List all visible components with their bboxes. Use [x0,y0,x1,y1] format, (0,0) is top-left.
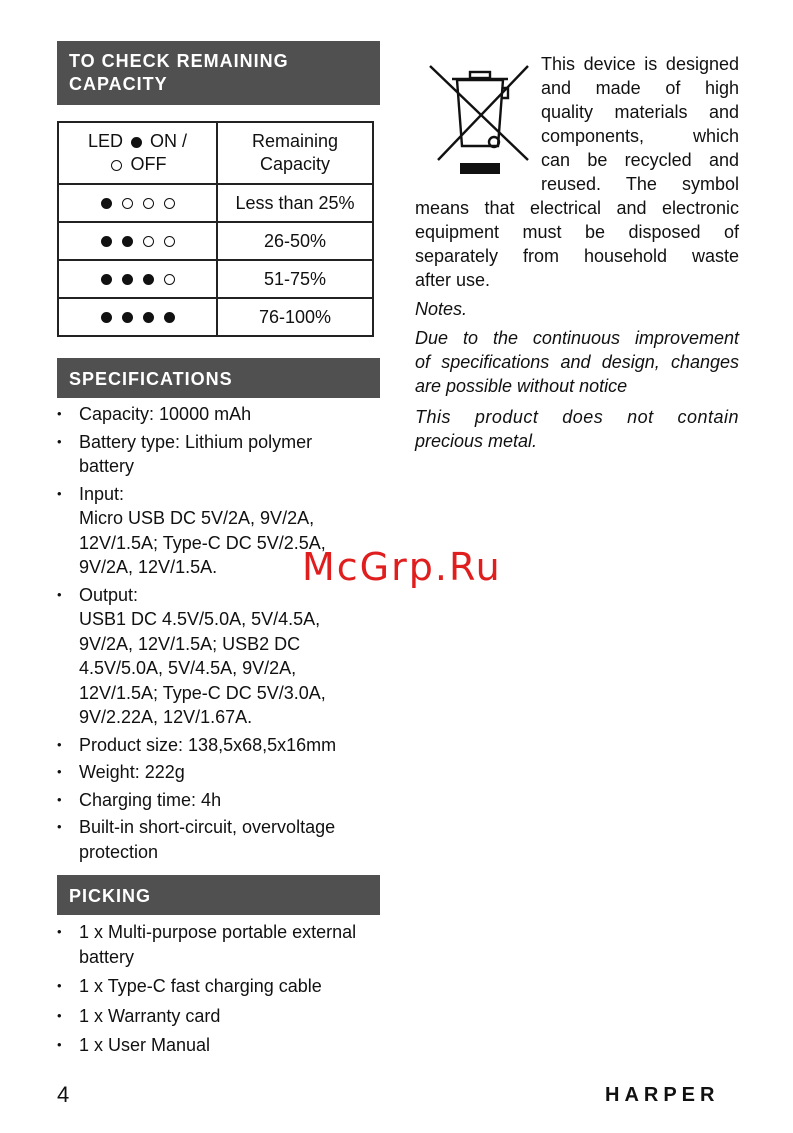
led-on-icon [122,312,133,323]
text-line: of specifications and design, changes [415,352,739,372]
led-indicator-cell [58,260,217,298]
text-line: quality materials and [541,102,739,122]
list-item-line: protection [79,841,159,862]
capacity-title-line2: CAPACITY [69,74,168,94]
capacity-section-header [57,41,380,105]
remaining-capacity-cell: 51-75% [217,260,373,298]
list-item-line: • Charging time: 4h [79,789,222,810]
list-item [57,920,387,969]
text-line: precious metal. [415,431,538,451]
list-item-line: • 1 x User Manual [79,1035,211,1055]
specifications-list [57,402,387,867]
recycling-text-top [541,52,739,196]
watermark: McGrp.Ru [302,545,502,589]
led-off-icon [111,160,122,171]
led-on-icon [101,274,112,285]
list-item [57,974,387,999]
remaining-capacity-cell: 26-50% [217,222,373,260]
led-on-icon [101,198,112,209]
list-item [57,1004,387,1029]
led-on-icon [101,312,112,323]
list-item-line: 12V/1.5A; Type-C DC 5V/2.5A, [79,532,326,553]
text-line: equipment must be disposed of [415,222,739,242]
led-on-icon [143,274,154,285]
list-item-line: 9V/2.22A, 12V/1.67A. [79,707,253,727]
led-indicator-cell [58,184,217,222]
led-on-icon [131,137,142,148]
text-line: This device is designed [541,54,739,74]
list-item-line: USB1 DC 4.5V/5.0A, 5V/4.5A, [79,609,321,629]
notes-title: Notes. [415,299,468,319]
led-header-cell [58,122,217,184]
capacity-table [57,121,374,337]
led-off-icon [122,198,133,209]
list-item-line: • 1 x Warranty card [79,1005,221,1026]
led-header-on: ON / [150,131,188,151]
list-item [57,788,387,813]
specifications-title: SPECIFICATIONS [69,369,233,389]
list-item [57,760,387,785]
crossed-out-wheelie-bin-icon [424,62,534,180]
list-item-line: • Capacity: 10000 mAh [79,404,252,424]
text-line: reused. The symbol [541,174,739,194]
led-on-icon [122,236,133,247]
recycling-text-bottom [415,196,739,292]
led-indicator-cell [58,298,217,336]
capacity-row [58,222,373,260]
led-header-off: OFF [130,154,167,174]
remaining-capacity-header-cell [217,122,373,184]
list-item [57,733,387,758]
list-item-line: battery [79,946,135,967]
list-item-line: 4.5V/5.0A, 5V/4.5A, 9V/2A, [79,658,297,678]
list-item-line: • 1 x Multi-purpose portable external [79,922,357,942]
list-item-line: • Weight: 222g [79,762,185,782]
led-off-icon [143,198,154,209]
list-item-line: 9V/2A, 12V/1.5A; USB2 DC [79,633,301,654]
capacity-row [58,298,373,336]
led-on-icon [143,312,154,323]
list-item [57,815,387,864]
text-line: and made of high [541,78,739,98]
text-line: after use. [415,270,491,290]
capacity-title-line1: TO CHECK REMAINING [69,51,289,71]
text-line: separately from household waste [415,246,739,266]
capacity-row [58,184,373,222]
picking-title: PICKING [69,886,152,906]
picking-list [57,920,387,1063]
list-item-line: 9V/2A, 12V/1.5A. [79,557,218,577]
picking-header [57,875,380,915]
led-off-icon [164,236,175,247]
precious-metal-note [415,405,739,453]
remaining-header-line2: Capacity [259,154,331,174]
led-indicator-cell [58,222,217,260]
text-line: components, which [541,126,739,146]
remaining-capacity-cell: Less than 25% [217,184,373,222]
led-off-icon [143,236,154,247]
list-item-line: • Built-in short-circuit, overvoltage [79,817,336,837]
list-item-line: battery [79,456,135,476]
text-line: means that electrical and electronic [415,198,739,218]
remaining-capacity-cell: 76-100% [217,298,373,336]
specifications-header [57,358,380,398]
list-item-line: 12V/1.5A; Type-C DC 5V/3.0A, [79,682,326,703]
notes-body [415,326,739,398]
text-line: Due to the continuous improvement [415,328,739,348]
list-item [57,430,387,479]
led-header-led: LED [87,131,123,151]
list-item-line: • 1 x Type-C fast charging cable [79,976,322,996]
list-item-line: • Battery type: Lithium polymer [79,431,313,452]
remaining-header-line1: Remaining [251,131,339,151]
list-item-line: • Product size: 138,5x68,5x16mm [79,734,337,755]
list-item-line: • Input: [79,483,125,504]
list-item [57,1033,387,1058]
list-item-line: Micro USB DC 5V/2A, 9V/2A, [79,508,315,528]
page-number: 4 [57,1082,70,1107]
led-on-icon [122,274,133,285]
brand-logo: HARPER [605,1084,720,1106]
list-item-line: • Output: [79,584,139,605]
led-off-icon [164,198,175,209]
led-off-icon [164,274,175,285]
text-line: can be recycled and [541,150,739,170]
list-item [57,583,387,730]
led-on-icon [101,236,112,247]
text-line: This product does not contain [415,407,739,427]
text-line: are possible without notice [415,376,628,396]
capacity-table-header [58,122,373,184]
led-on-icon [164,312,175,323]
list-item [57,402,387,427]
capacity-row [58,260,373,298]
